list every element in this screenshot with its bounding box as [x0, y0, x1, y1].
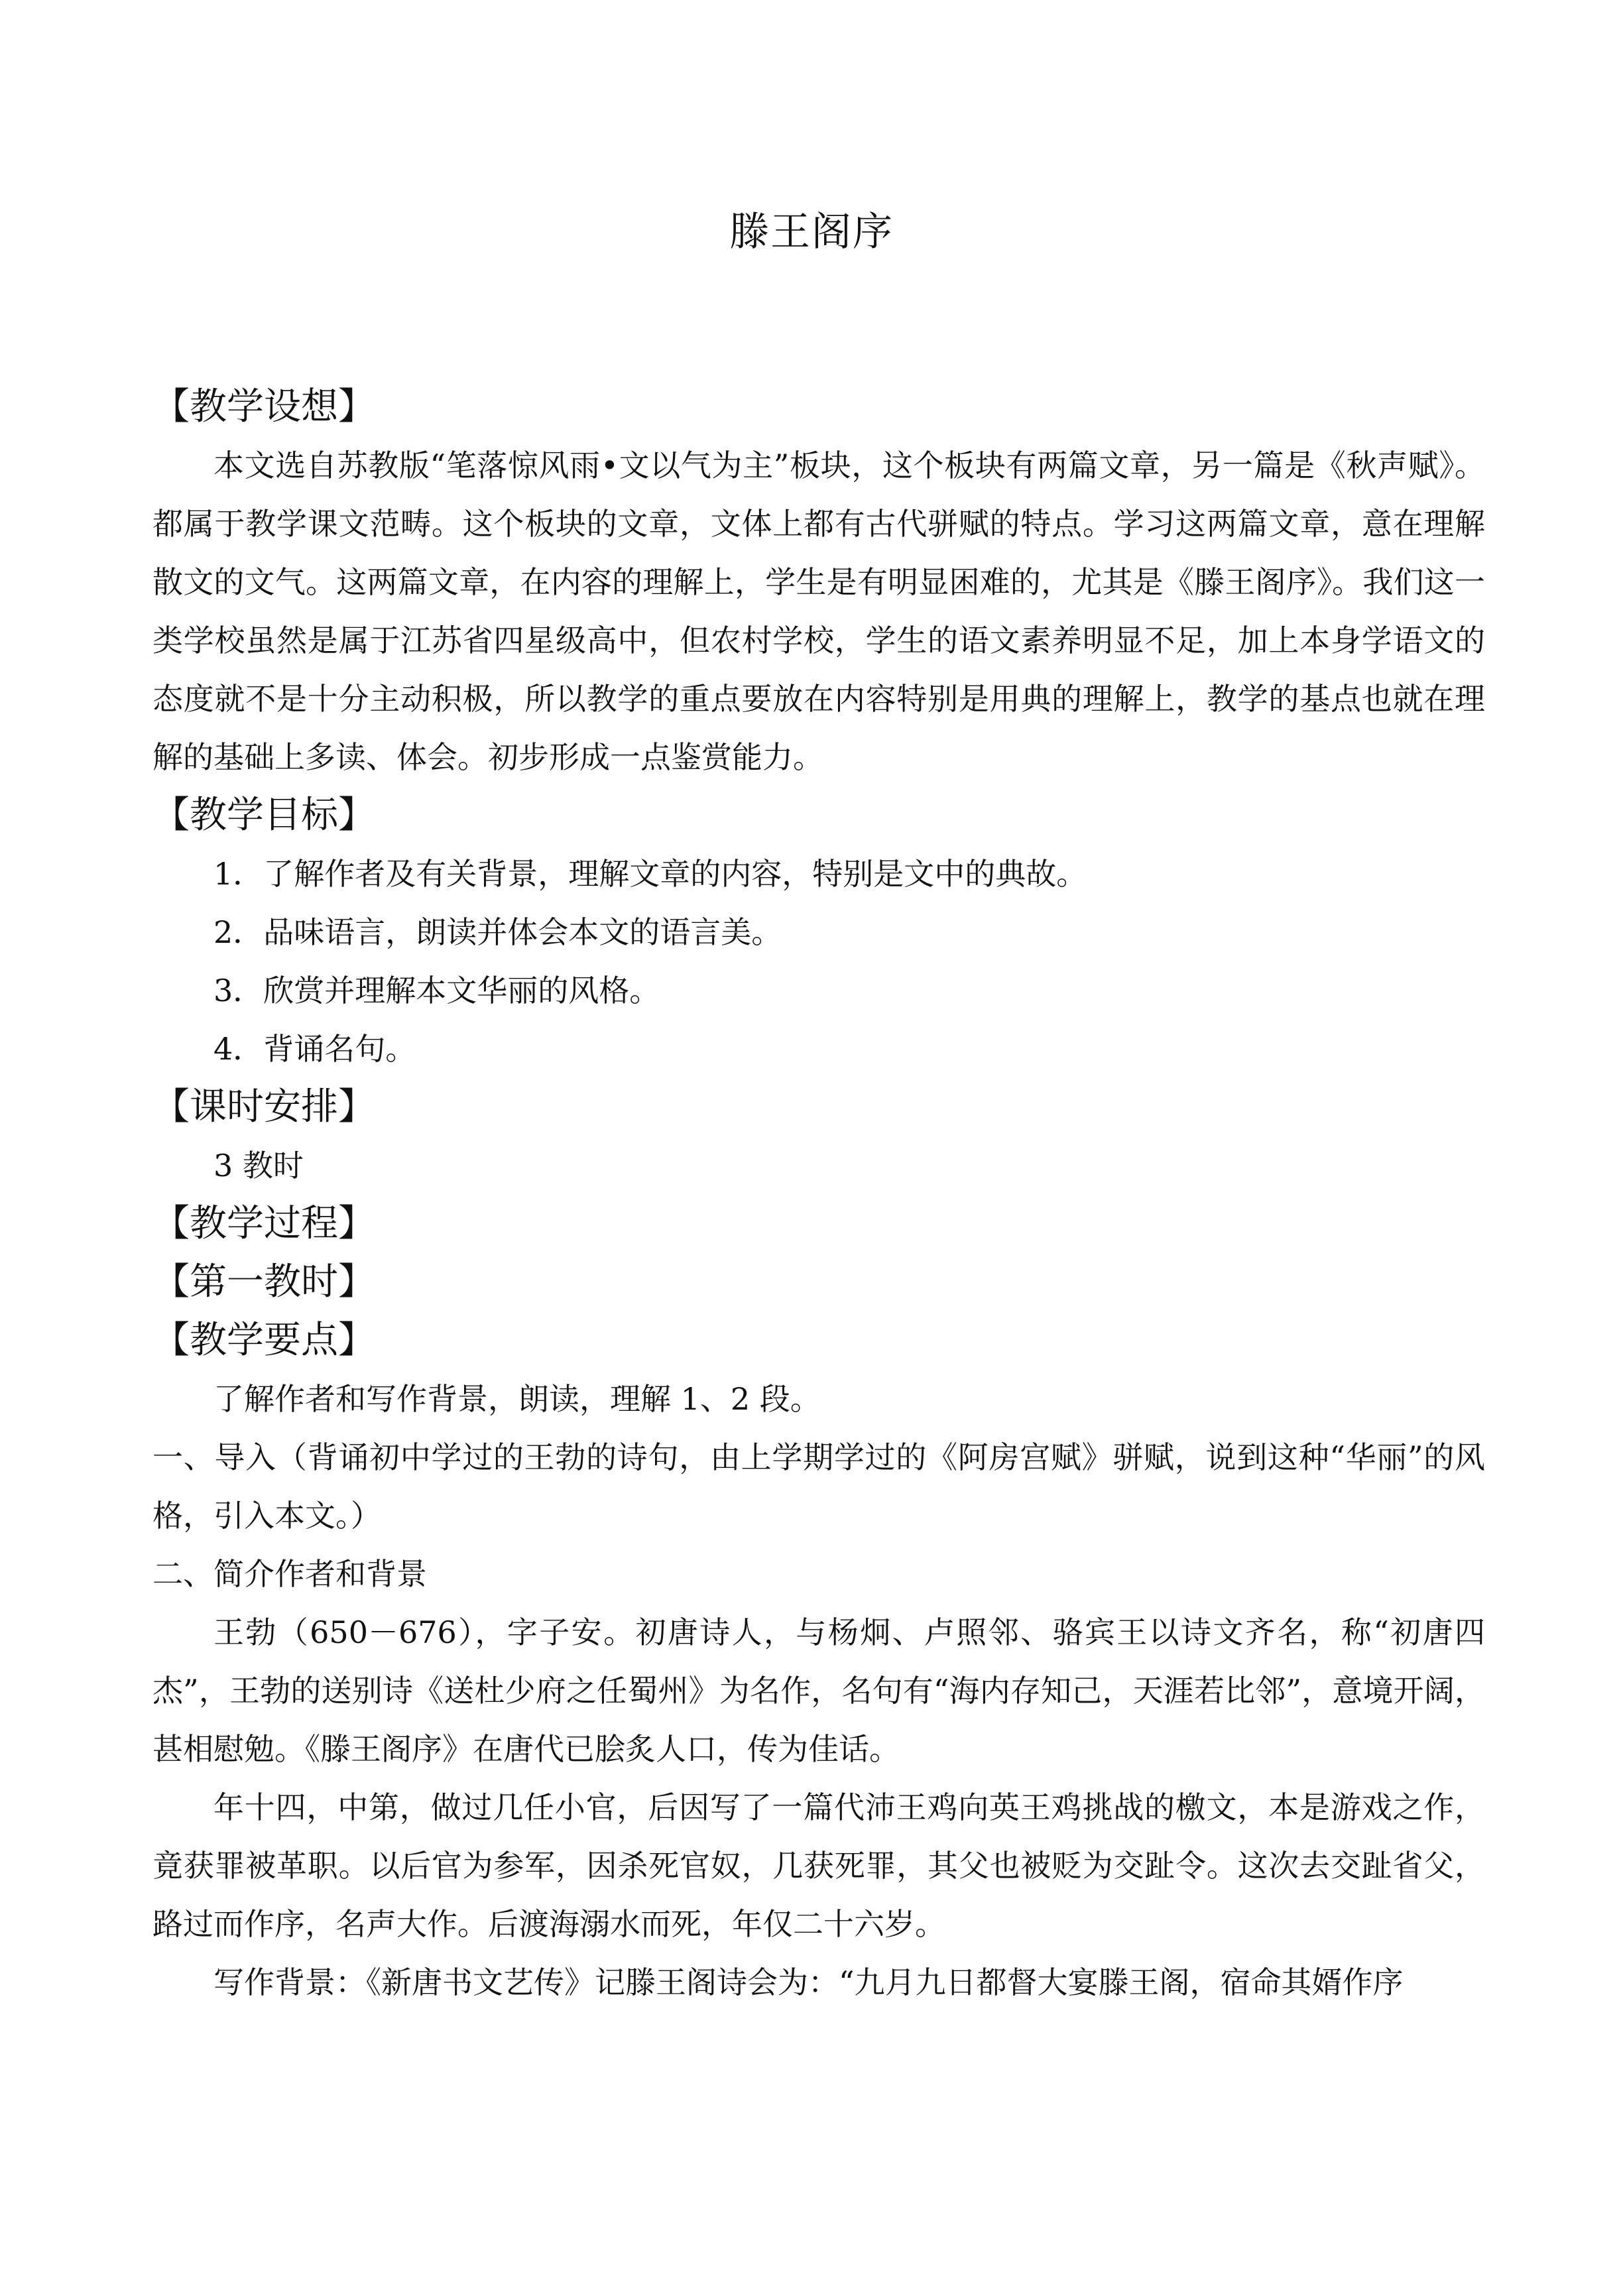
document-title: 滕王阁序 — [729, 209, 894, 255]
goal-item-2: 2．品味语言，朗读并体会本文的语言美。 — [213, 914, 782, 950]
author-paragraph-1: 王勃（650－676），字子安。初唐诗人，与杨炯、卢照邻、骆宾王以诗文齐名，称“初唐四杰”，王勃的送别诗《送杜少府之任蜀州》为名作，名句有“海内存知己，天涯若比邻”，意境开阔，甚相慰勉。《滕王阁序》在唐代已脍炙人口，传为佳话。 — [152, 1614, 1485, 1767]
goal-item-4: 4．背诵名句。 — [213, 1031, 416, 1067]
keypoints-text: 了解作者和写作背景，朗读，理解 1、2 段。 — [213, 1381, 821, 1417]
section-heading-process: 【教学过程】 — [152, 1202, 375, 1245]
document-body — [152, 378, 1485, 2012]
step-author-background: 二、简介作者和背景 — [152, 1556, 427, 1592]
schedule-text: 3 教时 — [213, 1148, 304, 1183]
section-heading-goals: 【教学目标】 — [152, 794, 375, 837]
goal-item-1: 1．了解作者及有关背景，理解文章的内容，特别是文中的典故。 — [213, 856, 1087, 892]
section-heading-design: 【教学设想】 — [152, 385, 375, 428]
step-intro: 一、导入（背诵初中学过的王勃的诗句，由上学期学过的《阿房宫赋》骈赋，说到这种“华丽”的风格，引入本文。） — [152, 1439, 1485, 1534]
goal-item-3: 3．欣赏并理解本文华丽的风格。 — [213, 973, 660, 1008]
section-heading-keypoints: 【教学要点】 — [152, 1319, 375, 1362]
section-heading-lesson1: 【第一教时】 — [152, 1260, 375, 1303]
author-paragraph-2: 年十四，中第，做过几任小官，后因写了一篇代沛王鸡向英王鸡挑战的檄文，本是游戏之作，竟获罪被革职。以后官为参军，因杀死官奴，几获死罪，其父也被贬为交趾令。这次去交趾省父，路过而作序，名声大作。后渡海溺水而死，年仅二十六岁。 — [152, 1789, 1485, 1942]
section-heading-schedule: 【课时安排】 — [152, 1085, 375, 1128]
design-paragraph: 本文选自苏教版“笔落惊风雨•文以气为主”板块，这个板块有两篇文章，另一篇是《秋声赋》。都属于教学课文范畴。这个板块的文章，文体上都有古代骈赋的特点。学习这两篇文章，意在理解散文的文气。这两篇文章，在内容的理解上，学生是有明显困难的，尤其是《滕王阁序》。我们这一类学校虽然是属于江苏省四星级高中，但农村学校，学生的语文素养明显不足，加上本身学语文的态度就不是十分主动积极，所以教学的重点要放在内容特别是用典的理解上，教学的基点也就在理解的基础上多读、体会。初步形成一点鉴赏能力。 — [152, 448, 1485, 775]
background-paragraph: 写作背景：《新唐书文艺传》记滕王阁诗会为：“九月九日都督大宴滕王阁，宿命其婿作序 — [213, 1964, 1404, 2000]
